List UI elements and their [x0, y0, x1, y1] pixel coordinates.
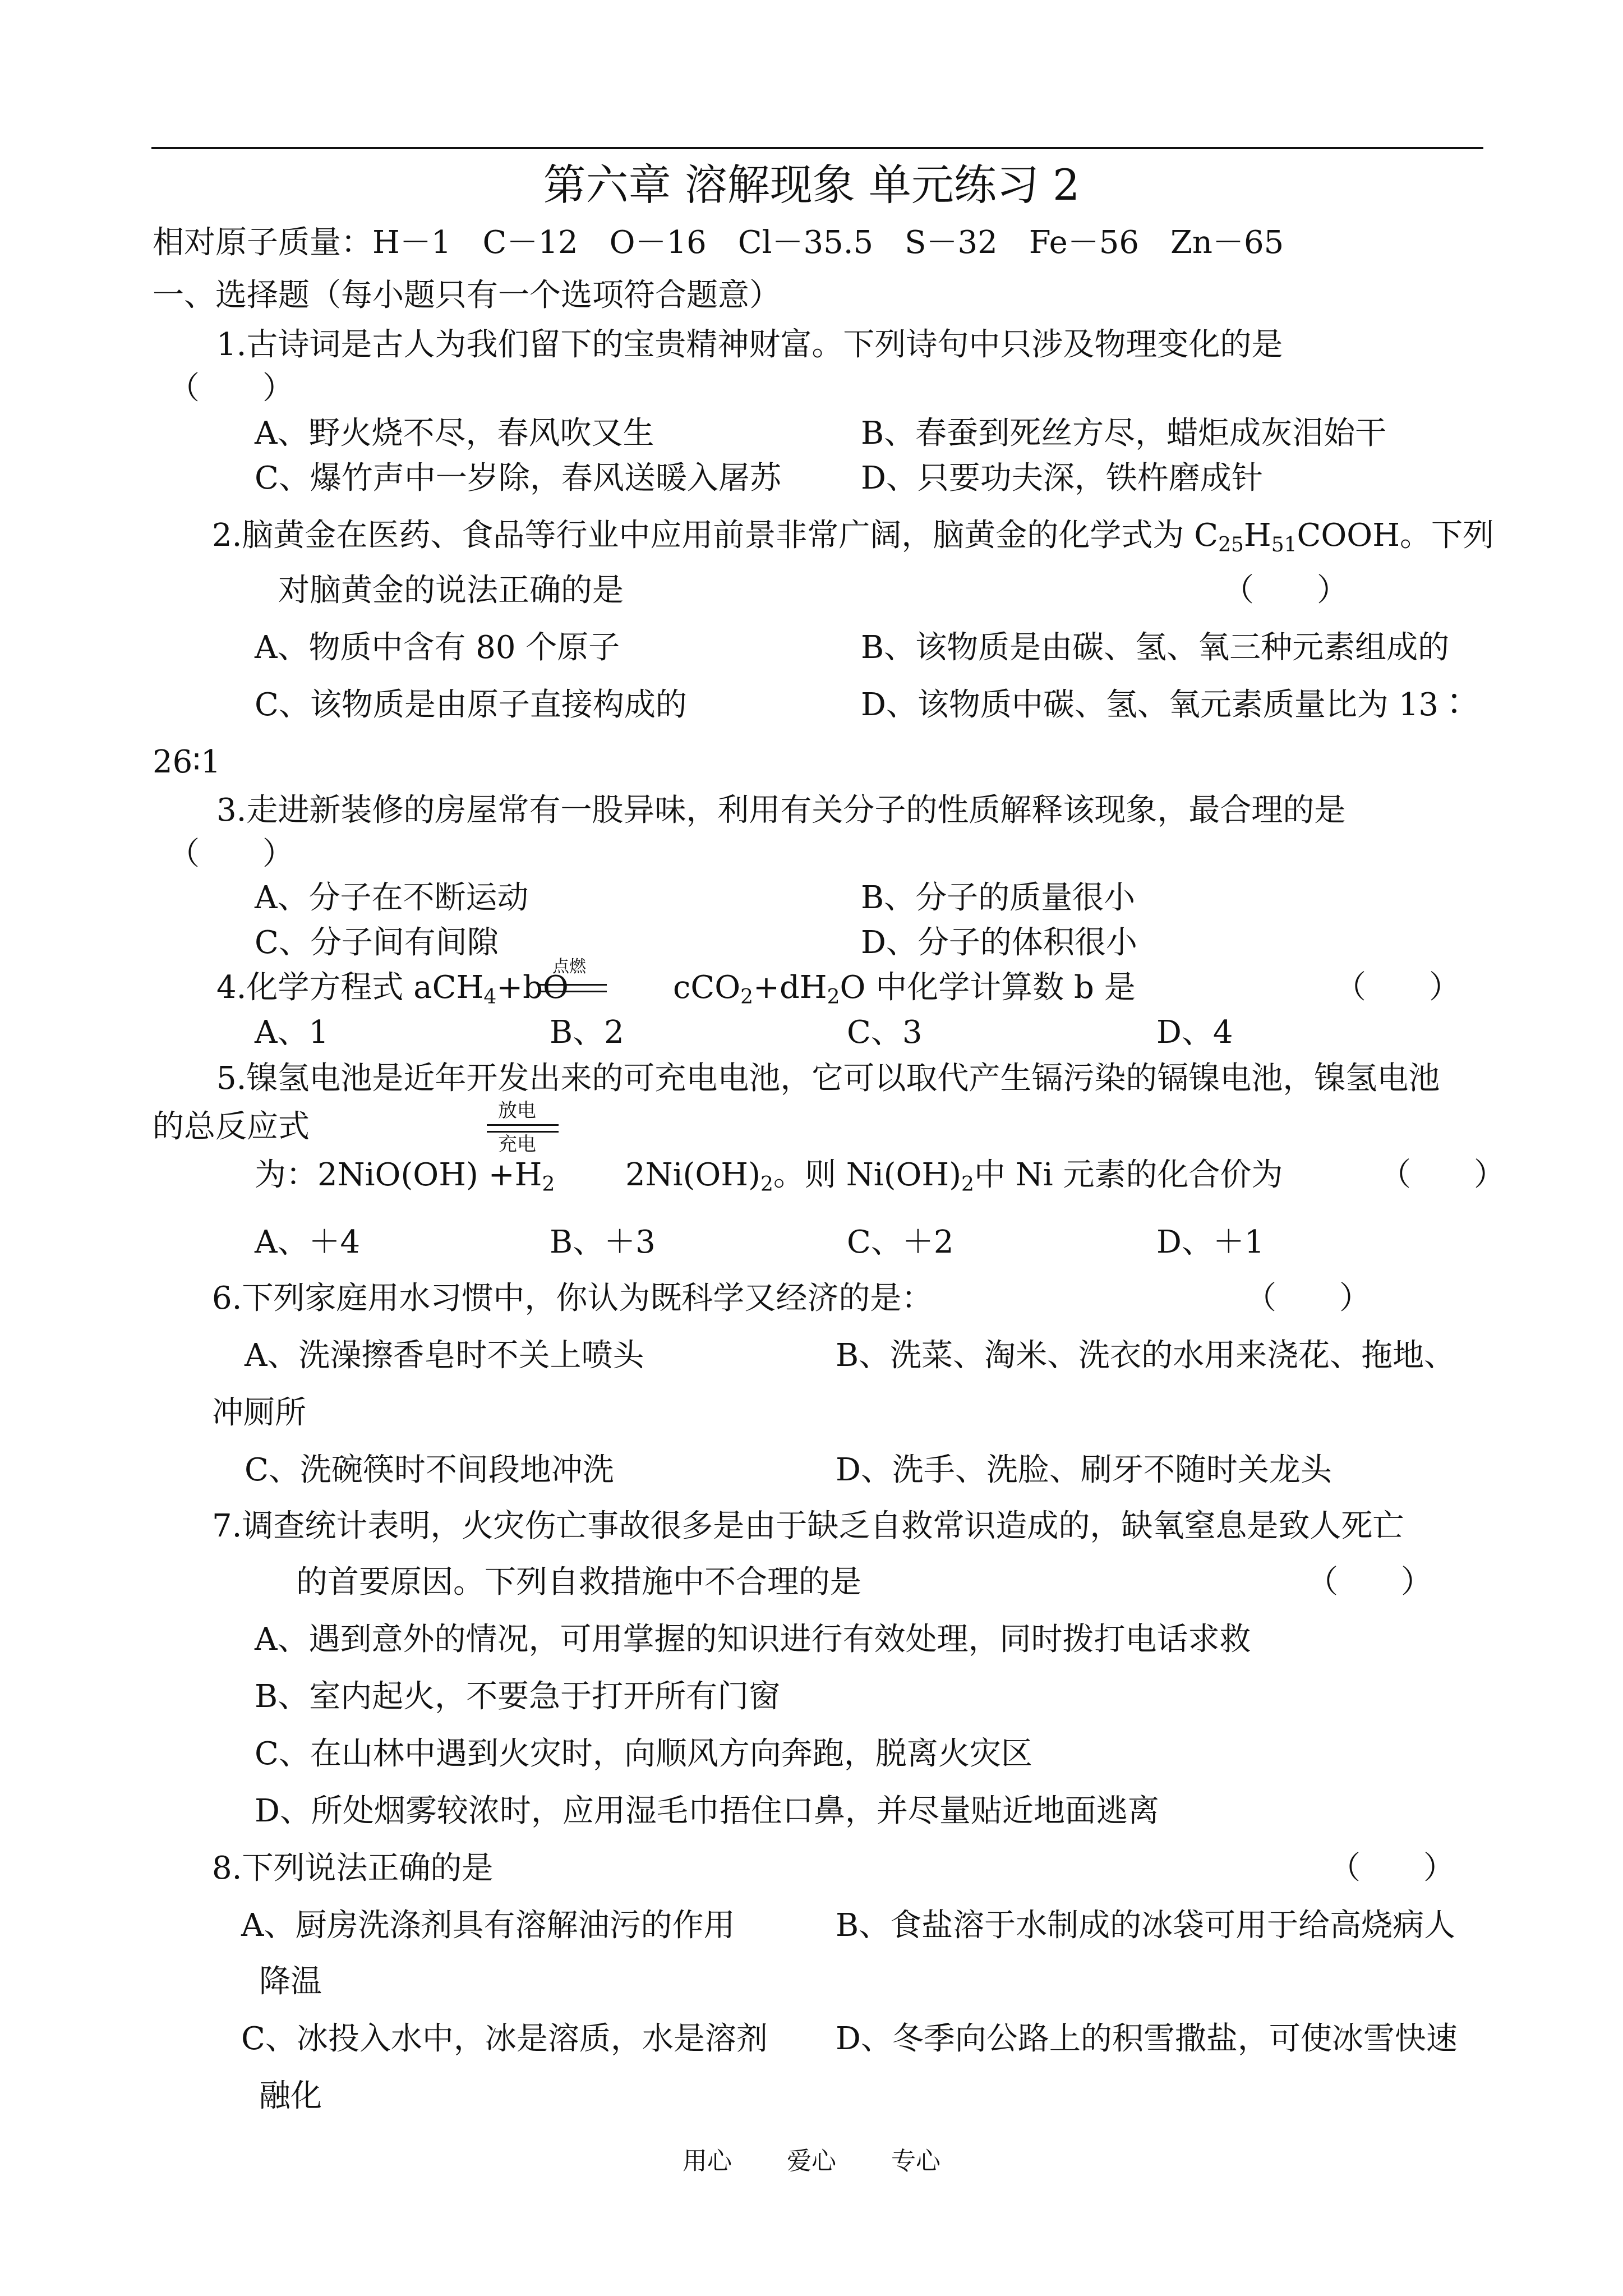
q4-option-a: A、1: [255, 1014, 329, 1051]
q5-option-a: A、＋4: [255, 1224, 361, 1260]
q5-option-d: D、＋1: [1156, 1224, 1265, 1260]
footer-word-2: 爱心: [787, 2147, 836, 2175]
header-rule: [151, 147, 1483, 149]
q3-bracket: （ ）: [168, 836, 294, 872]
q5-stem-line2: 的总反应式: [153, 1108, 310, 1145]
q5-sub-rhs: 2: [760, 1173, 773, 1196]
q8-option-b: B、食盐溶于水制成的冰袋可用于给高烧病人: [836, 1907, 1456, 1944]
q4-equation-lhs: 4.化学方程式 aCH$_4$+bO: [216, 969, 569, 1009]
q7-stem: 7.调查统计表明，火灾伤亡事故很多是由于缺乏自救常识造成的，缺氧窒息是致人死亡: [212, 1508, 1404, 1544]
q7-option-b: B、室内起火，不要急于打开所有门窗: [255, 1678, 781, 1715]
q2-option-d-cont: 26∶1: [153, 744, 221, 780]
q5-option-b: B、＋3: [550, 1224, 656, 1260]
page-title: 第六章 溶解现象 单元练习 2: [543, 160, 1080, 210]
q5-equation-rhs: $2Ni(OH)_2$。则 $Ni(OH)_2$中 Ni 元素的化合价为: [625, 1157, 1283, 1196]
q6-option-d: D、洗手、洗脸、刷牙不随时关龙头: [836, 1452, 1332, 1488]
section-heading: 一、选择题（每小题只有一个选项符合题意）: [153, 277, 781, 314]
q5-bracket: （ ）: [1380, 1157, 1505, 1193]
q8-option-b-cont: 降温: [259, 1963, 322, 2000]
q4-equals-line-top: [538, 984, 607, 986]
q3-option-b: B、分子的质量很小: [861, 880, 1136, 916]
q5-sub-q: 2: [961, 1173, 974, 1196]
q8-stem: 8.下列说法正确的是: [212, 1850, 494, 1887]
q7-bracket: （ ）: [1307, 1564, 1432, 1600]
q1-option-b: B、春蚕到死丝方尽，蜡炬成灰泪始干: [861, 415, 1387, 452]
q7-option-d: D、所处烟雾较浓时，应用湿毛巾捂住口鼻，并尽量贴近地面逃离: [255, 1793, 1159, 1829]
q6-option-c: C、洗碗筷时不间段地冲洗: [245, 1452, 614, 1488]
q6-stem: 6.下列家庭用水习惯中，你认为既科学又经济的是：: [212, 1280, 933, 1317]
q7-option-a: A、遇到意外的情况，可用掌握的知识进行有效处理，同时拨打电话求救: [255, 1621, 1251, 1658]
q2-stem-line2: 对脑黄金的说法正确的是: [278, 572, 624, 609]
q5-arrow-back: [487, 1131, 559, 1133]
q2-sub-c: 25: [1218, 533, 1244, 556]
q4-option-b: B、2: [550, 1014, 624, 1051]
q2-option-d: D、该物质中碳、氢、氧元素质量比为 13∶: [861, 687, 1470, 723]
footer-word-1: 用心: [683, 2147, 732, 2175]
q4-equation-rhs: $cCO_2+dH_2O$ 中化学计算数 b 是: [673, 969, 1136, 1009]
q1-option-c: C、爆竹声中一岁除，春风送暖入屠苏: [255, 460, 781, 496]
page-footer: [0, 2146, 1623, 2177]
q2-option-a: A、物质中含有 80 个原子: [255, 629, 620, 666]
q2-option-b: B、该物质是由碳、氢、氧三种元素组成的: [861, 629, 1450, 666]
q4-sub-h2o: 2: [827, 986, 840, 1009]
q5-discharge-label: 放电: [498, 1099, 536, 1122]
q1-bracket: （ ）: [168, 370, 294, 407]
q5-charge-label: 充电: [498, 1133, 536, 1156]
q5-stem: 5.镍氢电池是近年开发出来的可充电电池，它可以取代产生镉污染的镉镍电池，镍氢电池: [216, 1060, 1440, 1097]
q3-option-d: D、分子的体积很小: [861, 924, 1137, 961]
q3-stem: 3.走进新装修的房屋常有一股异味，利用有关分子的性质解释该现象，最合理的是: [216, 792, 1346, 829]
q5-equation-lhs: 为：$2NiO(OH) +H_2$: [255, 1157, 555, 1196]
footer-word-3: 专心: [891, 2147, 940, 2175]
q8-option-d-cont: 融化: [259, 2078, 322, 2114]
q7-option-c: C、在山林中遇到火灾时，向顺风方向奔跑，脱离火灾区: [255, 1736, 1032, 1772]
q2-option-c: C、该物质是由原子直接构成的: [255, 687, 687, 723]
q5-sub-h2: 2: [542, 1173, 555, 1196]
q6-option-a: A、洗澡擦香皂时不关上喷头: [245, 1337, 644, 1374]
q6-option-b-cont: 冲厕所: [212, 1395, 306, 1431]
q6-option-b: B、洗菜、淘米、洗衣的水用来浇花、拖地、: [836, 1337, 1456, 1374]
q4-condition-label: 点燃: [552, 957, 586, 977]
q3-option-c: C、分子间有间隙: [255, 924, 499, 961]
q1-option-d: D、只要功夫深，铁杵磨成针: [861, 460, 1263, 496]
q6-bracket: （ ）: [1245, 1280, 1371, 1317]
q4-sub-co2: 2: [740, 986, 754, 1009]
q4-sub-ch4: 4: [483, 986, 497, 1009]
q2-stem: 2.脑黄金在医药、食品等行业中应用前景非常广阔，脑黄金的化学式为 $C_{25}H_{51}COOH$。下列: [212, 517, 1495, 556]
q4-bracket: （ ）: [1335, 969, 1460, 1006]
q3-option-a: A、分子在不断运动: [255, 880, 529, 916]
q4-equals-line-bottom: [538, 991, 607, 992]
q2-bracket: （ ）: [1223, 572, 1348, 609]
q5-arrow-forward: [487, 1124, 559, 1126]
q8-option-d: D、冬季向公路上的积雪撒盐，可使冰雪快速: [836, 2021, 1458, 2057]
atomic-masses: 相对原子质量：H－1 C－12 O－16 Cl－35.5 S－32 Fe－56 Zn－65: [153, 224, 1284, 261]
q4-option-c: C、3: [847, 1014, 923, 1051]
q4-option-d: D、4: [1156, 1014, 1233, 1051]
q8-option-a: A、厨房洗涤剂具有溶解油污的作用: [241, 1907, 735, 1944]
q5-option-c: C、＋2: [847, 1224, 954, 1260]
q7-stem-line2: 的首要原因。下列自救措施中不合理的是: [296, 1564, 861, 1600]
q1-stem: 1.古诗词是古人为我们留下的宝贵精神财富。下列诗句中只涉及物理变化的是: [216, 326, 1283, 363]
q8-option-c: C、冰投入水中，冰是溶质，水是溶剂: [241, 2021, 768, 2057]
q1-option-a: A、野火烧不尽，春风吹又生: [255, 415, 654, 452]
q2-sub-h: 51: [1271, 533, 1297, 556]
q8-bracket: （ ）: [1329, 1850, 1455, 1887]
